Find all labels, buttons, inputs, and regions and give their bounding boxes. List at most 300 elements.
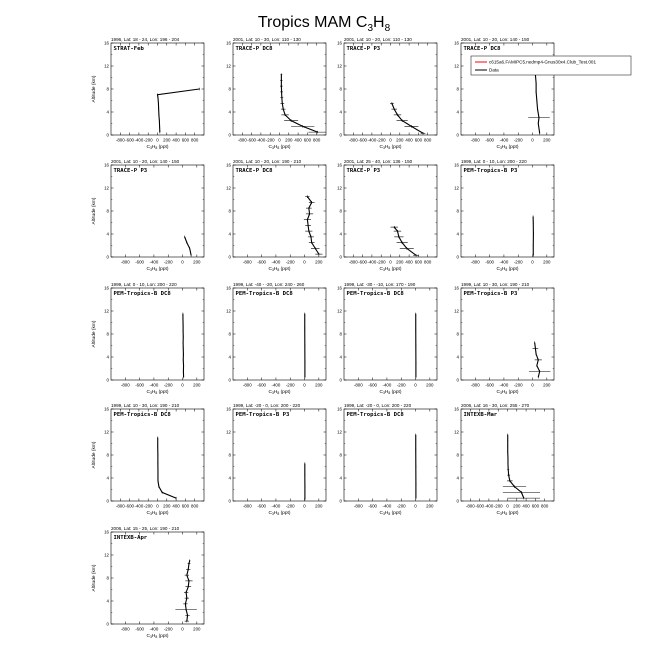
x-tick-label: -400 xyxy=(499,137,509,143)
panel-header: 1999, Lat: -20 - 0, Lon: 200 - 220 xyxy=(233,403,301,408)
x-tick-label: 200 xyxy=(315,503,323,509)
x-tick-label: 0 xyxy=(181,259,184,265)
panel-17 xyxy=(91,526,204,639)
y-tick-label: 12 xyxy=(454,63,459,69)
y-tick-label: 16 xyxy=(454,162,459,168)
y-tick-label: 12 xyxy=(104,185,109,191)
x-tick-label: 800 xyxy=(424,259,432,265)
plot-frame xyxy=(111,532,204,624)
y-tick-label: 16 xyxy=(104,162,109,168)
y-tick-label: 8 xyxy=(106,86,109,92)
x-axis-label: $C_3H_8$ (ppt) xyxy=(496,145,519,151)
x-tick-label: 200 xyxy=(193,626,201,632)
plot-frame xyxy=(461,288,554,380)
panel-header: 2001, Lat: 10 - 20, Lon: 140 - 150 xyxy=(461,37,530,42)
data-line xyxy=(185,237,191,255)
x-axis-label: $C_3H_8$ (ppt) xyxy=(379,145,402,151)
y-tick-label: 8 xyxy=(339,86,342,92)
x-tick-label: -800 xyxy=(237,137,247,143)
y-tick-label: 8 xyxy=(106,452,109,458)
panel-label: TRACE-P P3 xyxy=(346,168,381,174)
panel-header: 1999, Lat: -40 - -20, Lon: 240 - 260 xyxy=(233,282,305,287)
x-tick-label: -200 xyxy=(285,259,295,265)
y-tick-label: 12 xyxy=(337,185,342,191)
panel-header: 2001, Lat: 25 - 40, Lon: 136 - 150 xyxy=(344,159,413,164)
x-tick-label: -200 xyxy=(265,137,275,143)
y-tick-label: 4 xyxy=(106,231,109,237)
y-tick-label: 8 xyxy=(106,208,109,214)
x-tick-label: -200 xyxy=(143,503,153,509)
y-tick-label: 0 xyxy=(456,132,459,138)
data-series xyxy=(183,313,184,379)
y-tick-label: 4 xyxy=(106,354,109,360)
y-tick-label: 0 xyxy=(456,377,459,383)
plot-frame xyxy=(111,288,204,380)
panel-header: 2001, Lat: 10 - 30, Lon: 110 - 130 xyxy=(233,37,301,42)
y-tick-label: 4 xyxy=(228,354,231,360)
x-tick-label: -600 xyxy=(135,626,145,632)
x-tick-label: 200 xyxy=(163,137,171,143)
plot-frame xyxy=(233,43,326,135)
y-tick-label: 16 xyxy=(454,40,459,46)
y-tick-label: 4 xyxy=(228,231,231,237)
x-tick-label: 0 xyxy=(181,626,184,632)
panel-header: 1999, Lat: 10 - 30, Lon: 190 - 210 xyxy=(111,403,180,408)
x-tick-label: -800 xyxy=(470,137,480,143)
panel-4 xyxy=(454,37,554,150)
data-series xyxy=(304,195,323,255)
y-tick-label: 4 xyxy=(228,109,231,115)
data-series xyxy=(158,437,176,500)
y-tick-label: 16 xyxy=(454,406,459,412)
x-tick-label: -200 xyxy=(396,382,406,388)
panel-label: PEM-Tropics-B P3 xyxy=(463,291,518,297)
x-tick-label: -800 xyxy=(120,382,130,388)
x-tick-label: -400 xyxy=(149,259,159,265)
x-axis-label: $C_3H_8$ (ppt) xyxy=(146,511,169,517)
y-tick-label: 16 xyxy=(104,285,109,291)
y-tick-label: 12 xyxy=(104,552,109,558)
x-tick-label: 200 xyxy=(193,259,201,265)
x-axis-label: $C_3H_8$ (ppt) xyxy=(146,145,169,151)
x-tick-label: 800 xyxy=(541,503,549,509)
x-tick-label: 0 xyxy=(278,137,281,143)
x-tick-label: -400 xyxy=(484,503,494,509)
x-tick-label: -800 xyxy=(348,137,358,143)
y-tick-label: 8 xyxy=(228,452,231,458)
y-tick-label: 0 xyxy=(228,132,231,138)
x-tick-label: -800 xyxy=(242,503,252,509)
y-tick-label: 0 xyxy=(106,254,109,260)
panel-3 xyxy=(337,37,437,150)
x-tick-label: -600 xyxy=(485,259,495,265)
y-tick-label: 12 xyxy=(337,63,342,69)
x-tick-label: 0 xyxy=(181,382,184,388)
plot-frame xyxy=(233,288,326,380)
panel-label: PEM-Tropics-B P3 xyxy=(463,168,518,174)
plot-frame xyxy=(344,43,437,135)
x-tick-label: -200 xyxy=(143,137,153,143)
x-tick-label: -400 xyxy=(149,626,159,632)
x-tick-label: -200 xyxy=(163,626,173,632)
x-tick-label: 200 xyxy=(426,503,434,509)
y-tick-label: 8 xyxy=(456,452,459,458)
panel-header: 2001, Lat: 10 - 20, Lon: 190 - 210 xyxy=(233,159,302,164)
y-tick-label: 12 xyxy=(454,308,459,314)
data-line xyxy=(158,89,200,132)
y-tick-label: 12 xyxy=(104,63,109,69)
panel-header: 1999, Lat: 10 - 30, Lon: 190 - 210 xyxy=(461,282,530,287)
y-tick-label: 16 xyxy=(226,40,231,46)
y-tick-label: 0 xyxy=(228,498,231,504)
y-tick-label: 8 xyxy=(106,331,109,337)
y-tick-label: 4 xyxy=(456,109,459,115)
x-tick-label: -200 xyxy=(396,503,406,509)
x-tick-label: 0 xyxy=(156,503,159,509)
y-tick-label: 0 xyxy=(456,498,459,504)
y-tick-label: 12 xyxy=(226,429,231,435)
data-line xyxy=(281,75,317,133)
y-axis-label: Altitude (km) xyxy=(92,564,97,592)
y-tick-label: 8 xyxy=(228,86,231,92)
y-tick-label: 4 xyxy=(339,109,342,115)
x-tick-label: 400 xyxy=(172,137,180,143)
x-tick-label: -800 xyxy=(470,382,480,388)
panel-label: TRACE-P P3 xyxy=(346,46,381,52)
y-tick-label: 4 xyxy=(106,109,109,115)
panel-9 xyxy=(91,282,204,395)
panel-label: TRACE-P DC8 xyxy=(235,168,273,174)
x-axis-label: $C_3H_8$ (ppt) xyxy=(146,390,169,396)
panel-label: PEM-Tropics-B DC8 xyxy=(346,291,404,297)
panel-6 xyxy=(226,159,326,272)
y-tick-label: 0 xyxy=(339,377,342,383)
y-tick-label: 0 xyxy=(339,498,342,504)
panel-header: 1999, Lat: 0 - 10, Lon: 200 - 220 xyxy=(111,282,177,287)
y-tick-label: 4 xyxy=(106,598,109,604)
panel-14 xyxy=(226,403,326,516)
y-tick-label: 8 xyxy=(228,331,231,337)
plot-frame xyxy=(344,409,437,501)
y-tick-label: 16 xyxy=(104,406,109,412)
x-tick-label: 800 xyxy=(191,137,199,143)
x-tick-label: -600 xyxy=(257,259,267,265)
y-tick-label: 16 xyxy=(337,406,342,412)
x-tick-label: -600 xyxy=(135,382,145,388)
x-tick-label: 0 xyxy=(506,503,509,509)
x-tick-label: 0 xyxy=(531,382,534,388)
x-tick-label: 0 xyxy=(389,259,392,265)
x-tick-label: -200 xyxy=(163,259,173,265)
y-tick-label: 12 xyxy=(104,429,109,435)
x-tick-label: -400 xyxy=(499,259,509,265)
data-series xyxy=(175,560,196,623)
legend xyxy=(471,56,631,75)
figure-title: Tropics MAM $C_3H_8$ xyxy=(257,14,391,34)
x-tick-label: -600 xyxy=(358,137,367,143)
x-tick-label: 600 xyxy=(303,137,312,143)
x-tick-label: -400 xyxy=(499,382,509,388)
x-tick-label: -400 xyxy=(149,382,159,388)
panel-12 xyxy=(454,282,554,395)
y-tick-label: 4 xyxy=(456,231,459,237)
y-tick-label: 12 xyxy=(104,308,109,314)
y-tick-label: 4 xyxy=(228,475,231,481)
y-tick-label: 4 xyxy=(456,354,459,360)
panel-label: INTEXB-Mar xyxy=(463,412,498,418)
data-series xyxy=(391,226,419,257)
data-line xyxy=(508,435,524,498)
x-tick-label: -600 xyxy=(368,503,378,509)
x-tick-label: -800 xyxy=(120,626,130,632)
y-tick-label: 16 xyxy=(337,162,342,168)
legend-entry: c615a6.FAMIPC5.nedmp4-Gnus30x4.Club_Test.001 xyxy=(489,59,596,65)
panel-label: INTEXB-Apr xyxy=(113,535,148,541)
x-tick-label: -600 xyxy=(125,137,134,143)
x-tick-label: -400 xyxy=(134,137,144,143)
panel-13 xyxy=(91,403,204,516)
y-tick-label: 0 xyxy=(106,498,109,504)
x-tick-label: 0 xyxy=(531,137,534,143)
plot-frame xyxy=(111,43,204,135)
x-tick-label: 0 xyxy=(531,259,534,265)
x-tick-label: 800 xyxy=(191,503,199,509)
y-tick-label: 4 xyxy=(106,475,109,481)
y-axis-label: Altitude (km) xyxy=(92,197,97,225)
panel-header: 2006, Lat: 16 - 30, Lon: 255 - 270 xyxy=(461,403,530,408)
x-tick-label: -400 xyxy=(134,503,144,509)
x-axis-label: $C_3H_8$ (ppt) xyxy=(146,634,169,640)
x-tick-label: -600 xyxy=(485,382,495,388)
panel-label: STRAT-Feb xyxy=(113,46,144,52)
x-axis-label: $C_3H_8$ (ppt) xyxy=(496,511,519,517)
x-tick-label: 200 xyxy=(543,259,551,265)
panel-label: TRACE-P DC8 xyxy=(235,46,273,52)
x-tick-label: -600 xyxy=(135,259,145,265)
x-tick-label: 200 xyxy=(193,382,201,388)
x-tick-label: 0 xyxy=(414,382,417,388)
data-line xyxy=(183,314,184,377)
y-tick-label: 4 xyxy=(339,354,342,360)
x-tick-label: -200 xyxy=(513,382,523,388)
panel-16 xyxy=(454,403,554,516)
y-tick-label: 8 xyxy=(456,331,459,337)
x-tick-label: -800 xyxy=(120,259,130,265)
x-tick-label: 0 xyxy=(303,382,306,388)
y-tick-label: 8 xyxy=(456,208,459,214)
x-tick-label: -200 xyxy=(376,137,386,143)
y-tick-label: 12 xyxy=(454,185,459,191)
data-line xyxy=(158,438,176,498)
y-tick-label: 4 xyxy=(339,231,342,237)
x-axis-label: $C_3H_8$ (ppt) xyxy=(268,267,291,273)
x-tick-label: -200 xyxy=(376,259,386,265)
y-tick-label: 12 xyxy=(337,429,342,435)
x-axis-label: $C_3H_8$ (ppt) xyxy=(268,390,291,396)
panel-label: PEM-Tropics-B P3 xyxy=(235,412,290,418)
x-tick-label: 400 xyxy=(522,503,530,509)
x-axis-label: $C_3H_8$ (ppt) xyxy=(268,511,291,517)
data-series xyxy=(528,68,549,135)
y-tick-label: 8 xyxy=(339,208,342,214)
panel-11 xyxy=(337,282,437,395)
x-axis-label: $C_3H_8$ (ppt) xyxy=(379,267,402,273)
x-tick-label: -600 xyxy=(475,503,484,509)
y-tick-label: 0 xyxy=(339,132,342,138)
x-tick-label: 400 xyxy=(172,503,180,509)
panel-label: TRACE-P DC8 xyxy=(463,46,501,52)
y-tick-label: 16 xyxy=(337,40,342,46)
x-tick-label: 600 xyxy=(414,259,423,265)
x-axis-label: $C_3H_8$ (ppt) xyxy=(496,267,519,273)
data-line xyxy=(535,69,540,133)
y-tick-label: 12 xyxy=(226,63,231,69)
x-tick-label: -600 xyxy=(257,503,267,509)
x-tick-label: -600 xyxy=(125,503,134,509)
x-tick-label: -800 xyxy=(470,259,480,265)
x-tick-label: -400 xyxy=(271,503,281,509)
panel-1 xyxy=(91,37,204,150)
x-tick-label: -400 xyxy=(382,382,392,388)
y-axis-label: Altitude (km) xyxy=(92,75,97,103)
x-tick-label: -800 xyxy=(242,259,252,265)
x-tick-label: 200 xyxy=(285,137,293,143)
panel-header: 1999, Lat: 0 - 10, Lon: 200 - 220 xyxy=(461,159,527,164)
x-tick-label: 200 xyxy=(396,137,404,143)
y-tick-label: 8 xyxy=(106,575,109,581)
data-line xyxy=(392,103,423,133)
x-tick-label: -400 xyxy=(367,259,377,265)
x-tick-label: 600 xyxy=(414,137,423,143)
data-series xyxy=(280,73,327,133)
x-tick-label: 600 xyxy=(181,137,190,143)
x-tick-label: 200 xyxy=(543,382,551,388)
data-series xyxy=(390,102,425,134)
plot-frame xyxy=(344,288,437,380)
data-line xyxy=(185,561,189,621)
panel-15 xyxy=(337,403,437,516)
panel-header: 2001, Lat: 10 - 20, Lon: 140 - 150 xyxy=(111,159,180,164)
x-tick-label: 200 xyxy=(163,503,171,509)
y-tick-label: 0 xyxy=(339,254,342,260)
x-tick-label: 0 xyxy=(414,503,417,509)
x-tick-label: -400 xyxy=(367,137,377,143)
x-tick-label: -200 xyxy=(285,503,295,509)
x-tick-label: -200 xyxy=(493,503,503,509)
y-tick-label: 8 xyxy=(228,208,231,214)
data-series xyxy=(503,434,540,500)
x-tick-label: -800 xyxy=(115,503,125,509)
y-tick-label: 0 xyxy=(228,254,231,260)
x-tick-label: 400 xyxy=(405,259,413,265)
panel-label: PEM-Tropics-B DC8 xyxy=(346,412,404,418)
y-tick-label: 8 xyxy=(339,331,342,337)
x-tick-label: 400 xyxy=(294,137,302,143)
x-tick-label: -600 xyxy=(247,137,256,143)
x-tick-label: -800 xyxy=(353,382,363,388)
x-tick-label: 600 xyxy=(531,503,540,509)
x-tick-label: 600 xyxy=(181,503,190,509)
x-tick-label: -200 xyxy=(163,382,173,388)
x-axis-label: $C_3H_8$ (ppt) xyxy=(496,390,519,396)
x-tick-label: 0 xyxy=(156,137,159,143)
panel-header: 2001, Lat: 10 - 20, Lon: 110 - 130 xyxy=(344,37,412,42)
x-tick-label: -600 xyxy=(358,259,367,265)
x-tick-label: -400 xyxy=(271,259,281,265)
y-tick-label: 4 xyxy=(456,475,459,481)
x-tick-label: 200 xyxy=(315,259,323,265)
x-tick-label: 800 xyxy=(424,137,432,143)
plot-frame xyxy=(461,165,554,257)
panel-5 xyxy=(91,159,204,272)
x-tick-label: 200 xyxy=(543,137,551,143)
x-axis-label: $C_3H_8$ (ppt) xyxy=(268,145,291,151)
y-tick-label: 16 xyxy=(226,162,231,168)
x-tick-label: -600 xyxy=(368,382,378,388)
x-tick-label: 0 xyxy=(303,259,306,265)
plot-frame xyxy=(233,409,326,501)
x-tick-label: 200 xyxy=(396,259,404,265)
y-axis-label: Altitude (km) xyxy=(92,441,97,469)
y-tick-label: 12 xyxy=(454,429,459,435)
y-tick-label: 8 xyxy=(456,86,459,92)
x-tick-label: -400 xyxy=(271,382,281,388)
x-tick-label: -400 xyxy=(256,137,266,143)
panel-header: 2006, Lat: 15 - 25, Lon: 190 - 210 xyxy=(111,526,180,531)
x-tick-label: -800 xyxy=(353,503,363,509)
x-tick-label: -200 xyxy=(513,259,523,265)
y-tick-label: 12 xyxy=(226,308,231,314)
y-tick-label: 0 xyxy=(228,377,231,383)
y-tick-label: 12 xyxy=(337,308,342,314)
y-axis-label: Altitude (km) xyxy=(92,320,97,348)
plot-frame xyxy=(344,165,437,257)
x-tick-label: -200 xyxy=(513,137,523,143)
panel-label: PEM-Tropics-B DC8 xyxy=(113,412,171,418)
x-axis-label: $C_3H_8$ (ppt) xyxy=(379,511,402,517)
y-tick-label: 16 xyxy=(226,285,231,291)
x-tick-label: -800 xyxy=(242,382,252,388)
x-tick-label: 0 xyxy=(389,137,392,143)
x-tick-label: -400 xyxy=(382,503,392,509)
y-tick-label: 0 xyxy=(106,621,109,627)
y-tick-label: 8 xyxy=(339,452,342,458)
panel-8 xyxy=(454,159,554,272)
panel-label: TRACE-P P3 xyxy=(113,168,148,174)
y-tick-label: 0 xyxy=(106,132,109,138)
x-tick-label: -200 xyxy=(285,382,295,388)
x-tick-label: -800 xyxy=(115,137,125,143)
panel-2 xyxy=(226,37,327,150)
x-tick-label: 400 xyxy=(405,137,413,143)
y-tick-label: 0 xyxy=(456,254,459,260)
y-tick-label: 16 xyxy=(454,285,459,291)
data-series xyxy=(529,341,550,378)
legend-entry: Data xyxy=(489,67,499,73)
panel-label: PEM-Tropics-B DC8 xyxy=(235,291,293,297)
x-axis-label: $C_3H_8$ (ppt) xyxy=(379,390,402,396)
panel-label: PEM-Tropics-B DC8 xyxy=(113,291,171,297)
x-tick-label: 200 xyxy=(426,382,434,388)
panel-grid xyxy=(91,37,631,639)
panel-10 xyxy=(226,282,326,395)
x-tick-label: -600 xyxy=(257,382,267,388)
x-tick-label: 0 xyxy=(303,503,306,509)
x-tick-label: 200 xyxy=(315,382,323,388)
y-tick-label: 12 xyxy=(226,185,231,191)
y-tick-label: 16 xyxy=(226,406,231,412)
panel-7 xyxy=(337,159,437,272)
